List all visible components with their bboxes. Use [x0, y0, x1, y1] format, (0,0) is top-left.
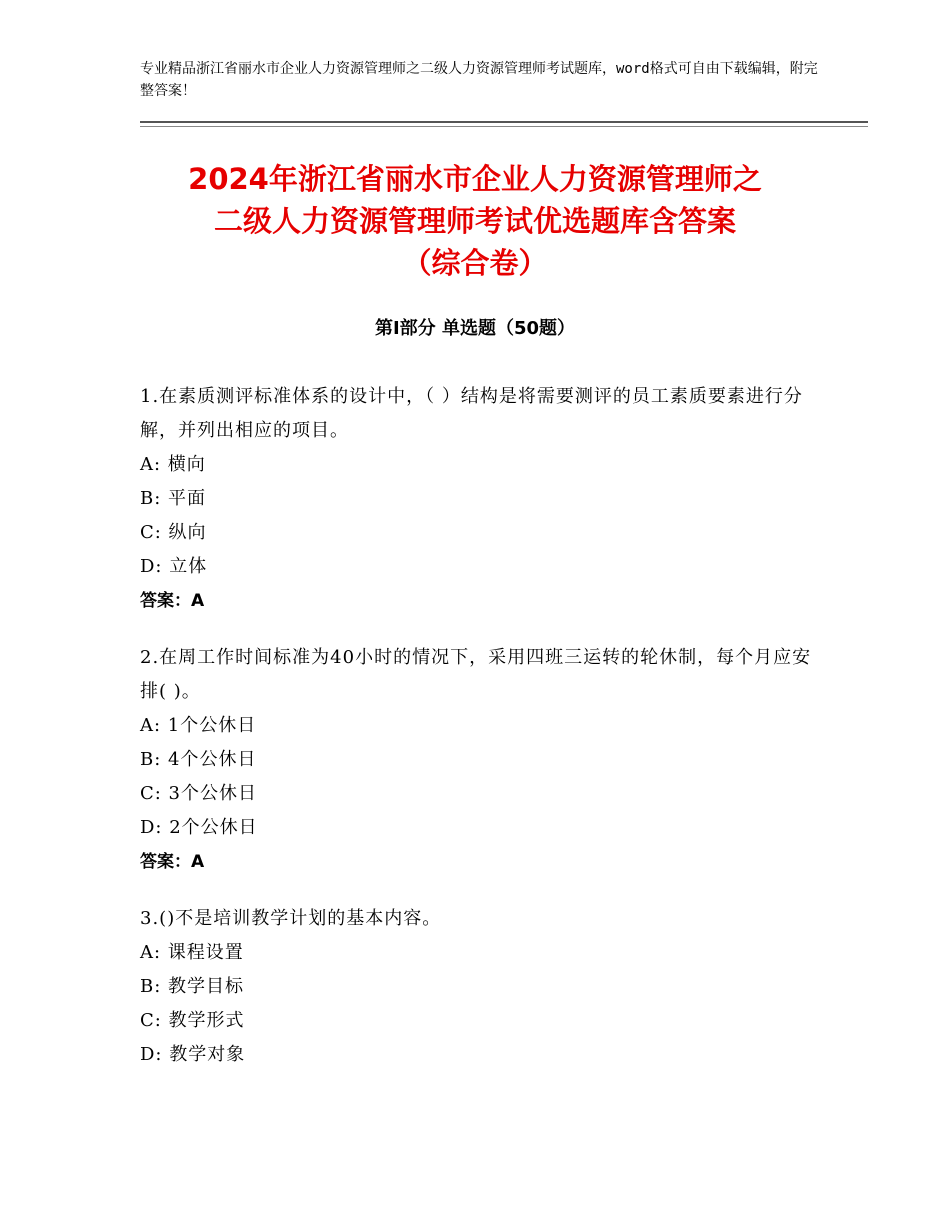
title-line-2: 二级人力资源管理师考试优选题库含答案 [213, 204, 736, 238]
section-title: 第Ⅰ部分 单选题（50题） [374, 318, 575, 339]
question-3 [140, 902, 820, 1072]
title-line-1: 2024年浙江省丽水市企业人力资源管理师之 [188, 162, 762, 196]
header-divider-thick [140, 121, 868, 123]
option-a: A: 课程设置 [140, 942, 244, 963]
option-d: D: 2个公休日 [140, 817, 258, 838]
document-title [100, 158, 850, 284]
question-list [140, 380, 820, 1095]
answer-line: 答案：A [140, 591, 205, 611]
question-stem: 1.在素质测评标准体系的设计中，（ ）结构是将需要测评的员工素质要素进行分解，并列出相应的项目。 [140, 386, 803, 441]
header-divider-thin [140, 126, 868, 127]
question-1 [140, 380, 820, 618]
option-d: D: 教学对象 [140, 1044, 246, 1065]
option-c: C: 3个公休日 [140, 783, 258, 804]
question-stem: 3.()不是培训教学计划的基本内容。 [140, 908, 442, 929]
option-a: A: 1个公休日 [140, 715, 257, 736]
option-a: A: 横向 [140, 454, 206, 475]
option-b: B: 教学目标 [140, 976, 245, 997]
option-d: D: 立体 [140, 556, 208, 577]
title-line-3: （综合卷） [402, 246, 548, 280]
option-c: C: 教学形式 [140, 1010, 245, 1031]
question-2 [140, 641, 820, 879]
header-note: 专业精品浙江省丽水市企业人力资源管理师之二级人力资源管理师考试题库，word格式可自由下载编辑，附完整答案！ [140, 61, 818, 99]
question-stem: 2.在周工作时间标准为40小时的情况下，采用四班三运转的轮休制，每个月应安排( )。 [140, 647, 812, 702]
answer-line: 答案：A [140, 852, 205, 872]
option-b: B: 平面 [140, 488, 207, 509]
option-b: B: 4个公休日 [140, 749, 257, 770]
option-c: C: 纵向 [140, 522, 207, 543]
